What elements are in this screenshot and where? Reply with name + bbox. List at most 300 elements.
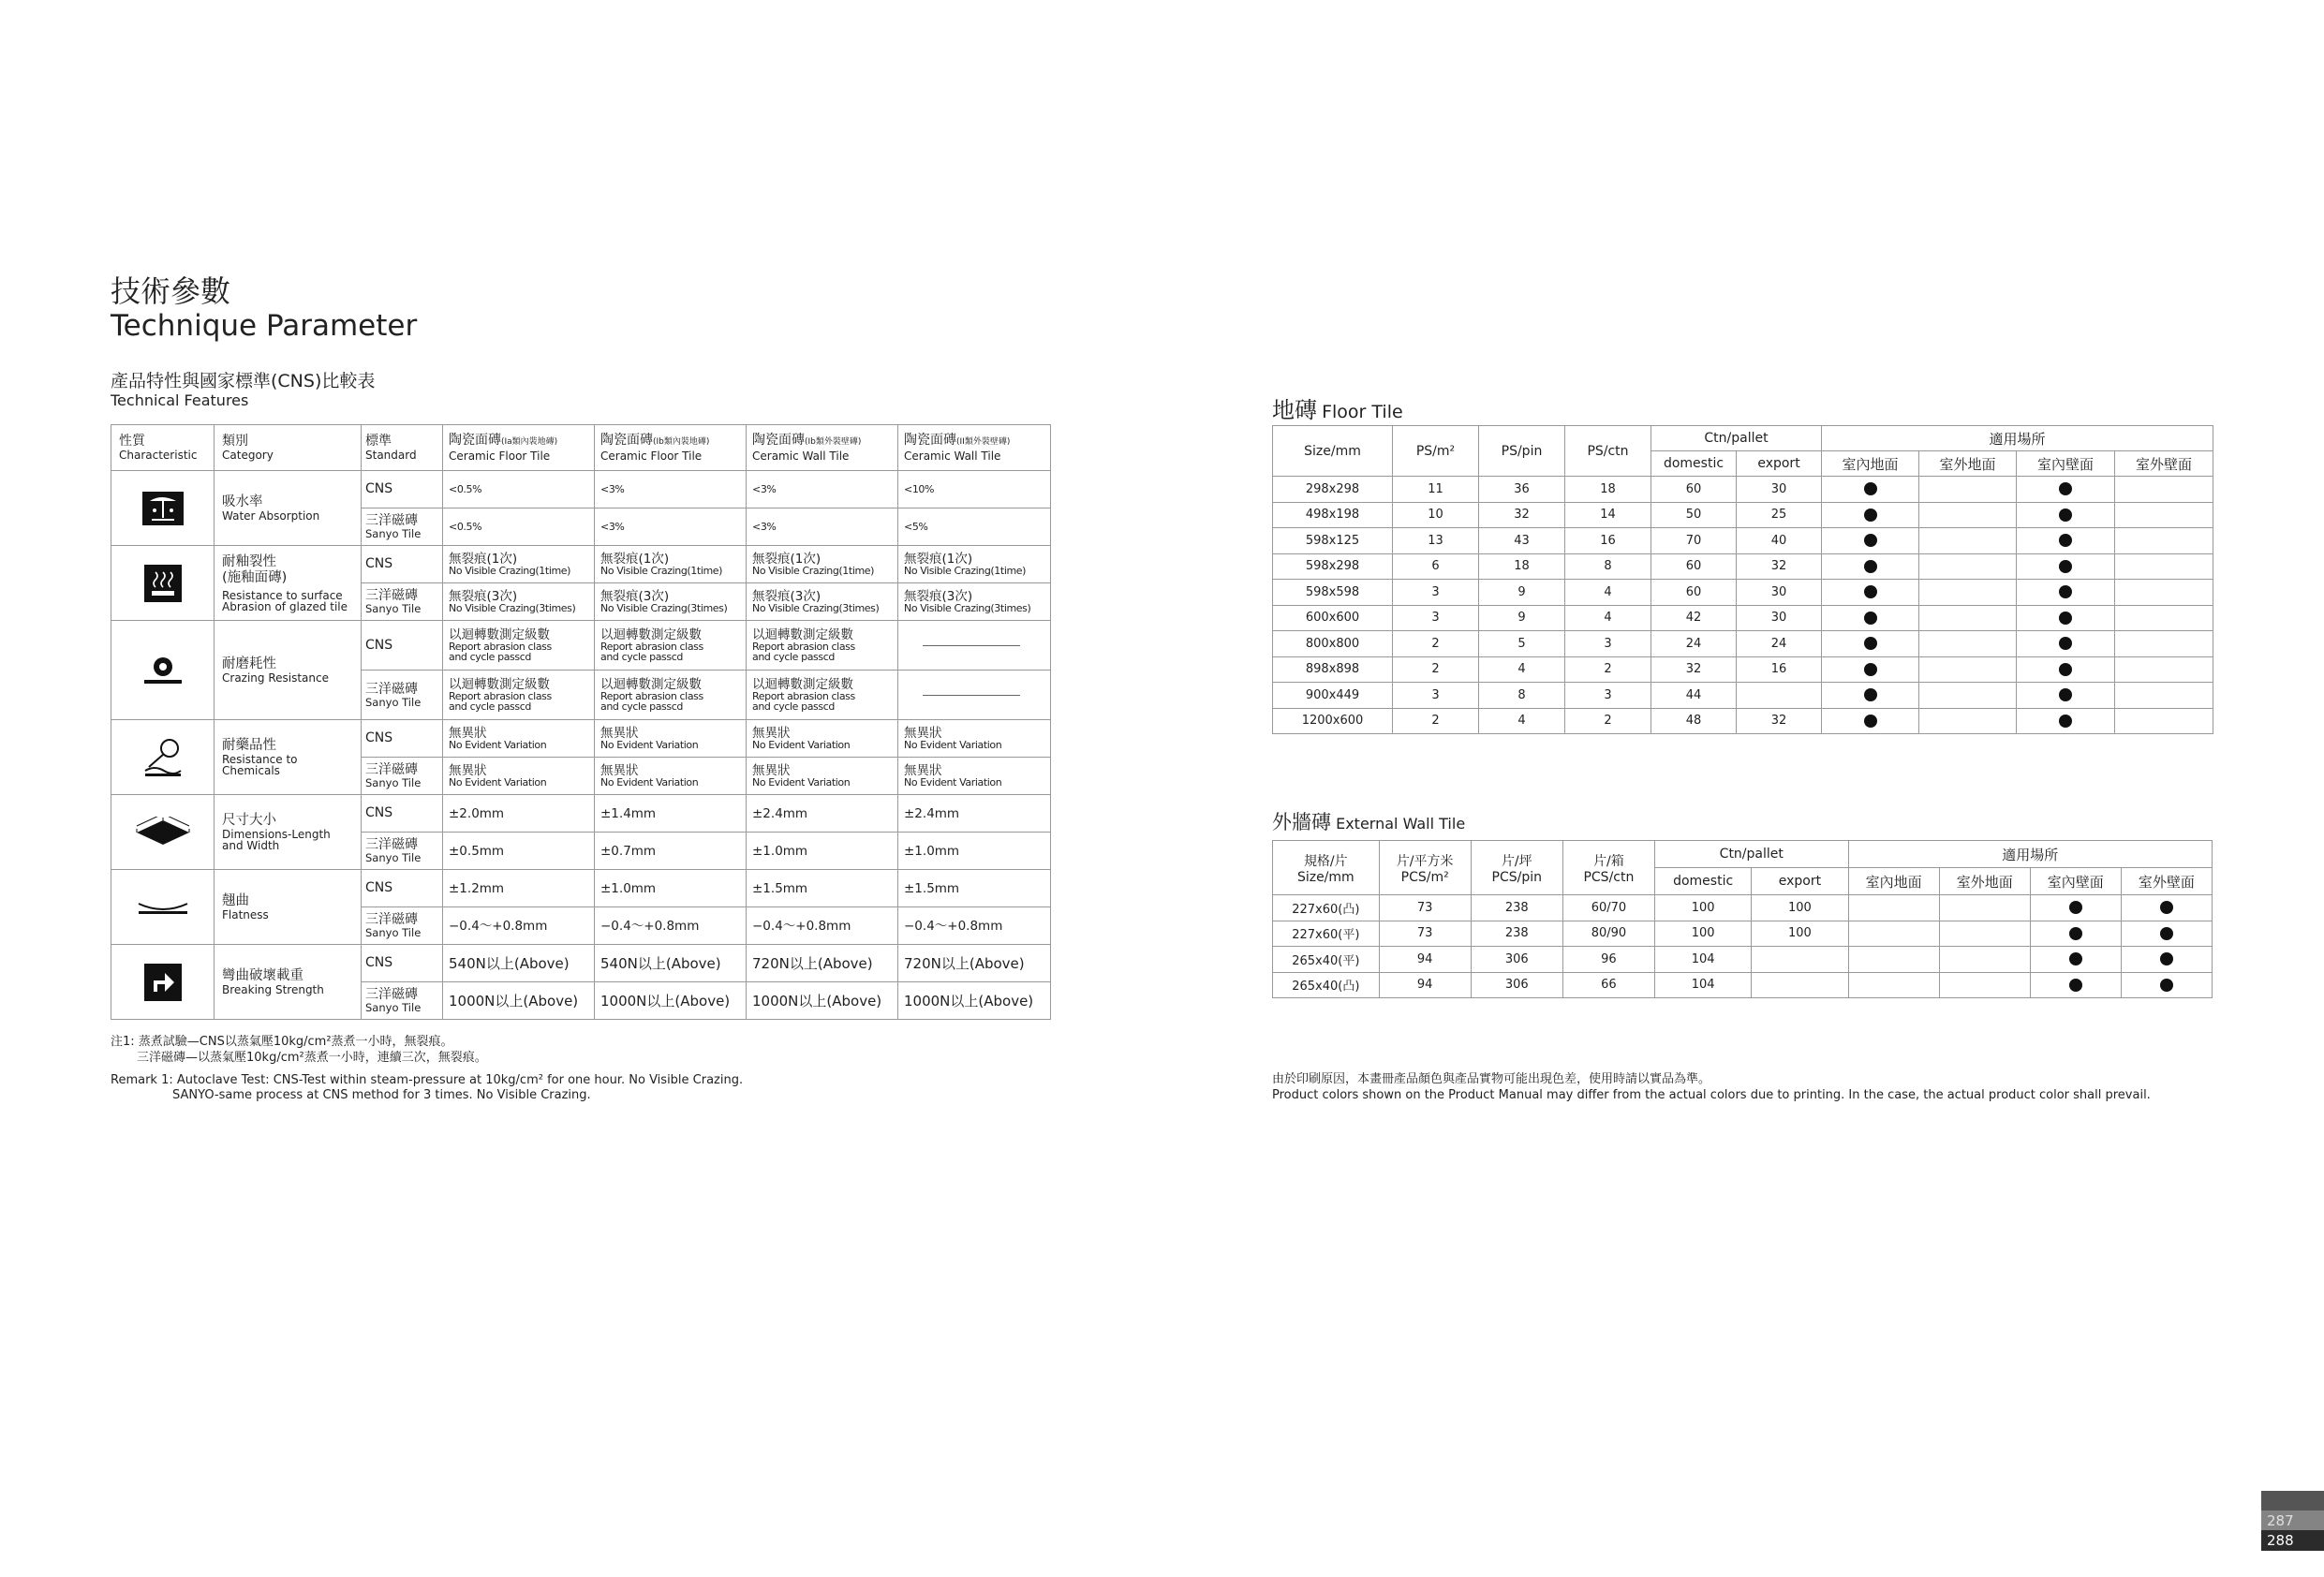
header-col3-sub: (Ib類外裝壁磚) (805, 437, 862, 447)
cell-ctn: 2 (1565, 656, 1651, 683)
usage-cell (1939, 921, 2030, 947)
cell-pin: 306 (1471, 947, 1562, 973)
suitable-dot-icon (2059, 663, 2072, 676)
value-cell: 以迴轉數測定級數 (449, 627, 550, 642)
flatness-icon (111, 870, 215, 945)
value-cell: 無異狀 (449, 726, 487, 741)
usage-cell (2121, 895, 2212, 921)
value-cell: No Visible Crazing(1time) (600, 565, 723, 577)
wall-header-domestic: domestic (1654, 868, 1751, 895)
floor-table-row (1273, 683, 2213, 709)
usage-cell (1919, 528, 2017, 554)
header-category-en: Category (222, 449, 274, 462)
features-title-en: Technical Features (111, 391, 249, 409)
usage-cell (2115, 477, 2213, 503)
standard-sanyo-cn: 三洋磁磚 (365, 912, 418, 927)
value-cell: ±1.2mm (449, 880, 505, 896)
value-cell: 1000N以上(Above) (904, 992, 1034, 1010)
usage-cell (1822, 528, 1919, 554)
cell-exp: 100 (1752, 921, 1848, 947)
floor-header-row-1 (1273, 426, 2213, 451)
cell-dom: 42 (1651, 605, 1737, 631)
usage-cell (1919, 580, 2017, 606)
flatness-en: Flatness (222, 908, 269, 921)
standard-sanyo-cn: 三洋磁磚 (365, 987, 418, 1002)
cell-dom: 100 (1654, 895, 1751, 921)
cell-m2: 6 (1393, 553, 1479, 580)
cell-exp: 25 (1737, 502, 1822, 528)
usage-cell (2115, 605, 2213, 631)
suitable-dot-icon (1864, 585, 1877, 598)
value-cell: 無裂痕(3次) (600, 589, 670, 604)
value-cell: No Visible Crazing(3times) (752, 602, 880, 614)
wall-header-outdoor-floor: 室外地面 (1939, 868, 2030, 895)
floor-tile-title (1272, 391, 1403, 424)
standard-sanyo-en: Sanyo Tile (365, 1001, 422, 1014)
standard-cns: CNS (365, 955, 393, 970)
usage-cell (1919, 708, 2017, 734)
usage-cell (1939, 895, 2030, 921)
floor-table-row (1273, 553, 2213, 580)
usage-cell (1822, 580, 1919, 606)
page-tab-top (2261, 1491, 2324, 1511)
wall-header-pin-cn: 片/坪 (1501, 853, 1532, 869)
usage-cell (2017, 656, 2115, 683)
value-cell: and cycle passcd (449, 700, 531, 713)
value-cell: 以迴轉數測定級數 (600, 677, 702, 692)
features-table (111, 424, 1051, 1020)
water-absorption-cns-row (111, 471, 1051, 508)
standard-sanyo-cn: 三洋磁磚 (365, 837, 418, 852)
cell-pin: 9 (1479, 580, 1565, 606)
tile-dimension-icon (111, 795, 215, 870)
value-cell: 無裂痕(1次) (752, 552, 822, 567)
value-cell: ±1.0mm (904, 843, 960, 859)
breaking-strength-icon (111, 945, 215, 1020)
wall-header-ctn-en: PCS/ctn (1583, 869, 1635, 885)
abrasion-cn: 耐磨耗性 (222, 656, 276, 671)
wall-header-outdoor-wall: 室外壁面 (2121, 868, 2212, 895)
value-cell: No Evident Variation (904, 739, 1002, 751)
cell-size: 498x198 (1273, 502, 1393, 528)
standard-cns: CNS (365, 556, 393, 571)
cell-dom: 32 (1651, 656, 1737, 683)
value-cell: 無裂痕(1次) (600, 552, 670, 567)
floor-table-row (1273, 656, 2213, 683)
wall-title-en: External Wall Tile (1336, 815, 1466, 833)
suitable-dot-icon (2059, 612, 2072, 625)
note-cn-2: 三洋磁磚—以蒸氣壓10kg/cm²蒸煮一小時，連續三次，無裂痕。 (137, 1051, 487, 1065)
wall-header-indoor-wall: 室內壁面 (2030, 868, 2121, 895)
header-col4-cn: 陶瓷面磚 (904, 433, 956, 448)
standard-sanyo-en: Sanyo Tile (365, 851, 422, 864)
value-cell: No Evident Variation (449, 776, 547, 788)
value-cell: <10% (904, 483, 935, 495)
suitable-dot-icon (2160, 979, 2173, 992)
value-cell: and cycle passcd (600, 651, 683, 663)
page-number-box-287 (2261, 1511, 2324, 1530)
cell-dom: 48 (1651, 708, 1737, 734)
header-characteristic-en: Characteristic (119, 449, 198, 462)
cell-pin: 36 (1479, 477, 1565, 503)
usage-cell (1848, 972, 1939, 998)
value-cell: 以迴轉數測定級數 (600, 627, 702, 642)
features-title-cn: 產品特性與國家標準(CNS)比較表 (111, 371, 376, 391)
cell-size: 265x40(凸) (1273, 972, 1380, 998)
header-col2-en: Ceramic Floor Tile (600, 450, 703, 463)
cell-m2: 94 (1379, 972, 1471, 998)
value-cell: No Visible Crazing(1time) (449, 565, 571, 577)
floor-header-indoor-wall: 室內壁面 (2017, 451, 2115, 477)
value-cell: <3% (600, 521, 625, 533)
cell-ctn: 96 (1562, 947, 1654, 973)
value-cell: ±2.4mm (752, 805, 808, 821)
wall-header-size (1273, 841, 1380, 895)
cell-ctn: 80/90 (1562, 921, 1654, 947)
usage-cell (2115, 502, 2213, 528)
standard-sanyo-en: Sanyo Tile (365, 926, 422, 939)
usage-cell (1822, 477, 1919, 503)
floor-header-ps-pin: PS/pin (1479, 426, 1565, 477)
wall-table-row (1273, 947, 2213, 973)
usage-cell (2115, 528, 2213, 554)
usage-cell (2017, 605, 2115, 631)
header-standard-cn: 標準 (365, 434, 392, 449)
standard-cns: CNS (365, 730, 393, 745)
wall-header-usage: 適用場所 (1848, 841, 2212, 868)
note-en-1: Remark 1: Autoclave Test: CNS-Test within steam-pressure at 10kg/cm² for one hour. No Visible Crazing. (111, 1073, 744, 1087)
value-cell: ±1.4mm (600, 805, 657, 821)
value-cell: 540N以上(Above) (600, 954, 721, 972)
cell-m2: 3 (1393, 683, 1479, 709)
cell-pin: 43 (1479, 528, 1565, 554)
water-absorption-en: Water Absorption (222, 509, 320, 523)
usage-cell (2121, 921, 2212, 947)
floor-header-ps-m2: PS/m² (1393, 426, 1479, 477)
cell-pin: 238 (1471, 921, 1562, 947)
cell-dom: 104 (1654, 947, 1751, 973)
cell-size: 900x449 (1273, 683, 1393, 709)
cell-exp: 100 (1752, 895, 1848, 921)
header-col4-en: Ceramic Wall Tile (904, 450, 1001, 463)
usage-cell (1848, 895, 1939, 921)
wall-header-export: export (1752, 868, 1848, 895)
floor-tile-table (1272, 425, 2213, 734)
breaking-strength-en: Breaking Strength (222, 983, 324, 996)
value-cell: No Evident Variation (449, 739, 547, 751)
value-cell: 無裂痕(1次) (449, 552, 518, 567)
wall-header-pin-en: PCS/pin (1491, 869, 1543, 885)
value-cell: No Visible Crazing(3times) (904, 602, 1031, 614)
cell-dom: 70 (1651, 528, 1737, 554)
usage-cell (2017, 631, 2115, 657)
wall-tile-title (1272, 807, 1465, 835)
cell-m2: 11 (1393, 477, 1479, 503)
usage-cell (1939, 947, 2030, 973)
cell-pin: 4 (1479, 708, 1565, 734)
header-col1-sub: (Ia類內裝地磚) (501, 437, 558, 447)
floor-header-outdoor-floor: 室外地面 (1919, 451, 2017, 477)
suitable-dot-icon (2059, 508, 2072, 522)
usage-cell (2017, 683, 2115, 709)
value-cell: and cycle passcd (752, 651, 835, 663)
floor-table-row (1273, 580, 2213, 606)
cell-exp: 32 (1737, 708, 1822, 734)
suitable-dot-icon (2069, 927, 2082, 940)
cell-pin: 18 (1479, 553, 1565, 580)
standard-sanyo-cn: 三洋磁磚 (365, 762, 418, 777)
glaze-crazing-icon (111, 546, 215, 621)
value-cell: −0.4～+0.8mm (600, 918, 700, 934)
header-col1-cn: 陶瓷面磚 (449, 433, 501, 448)
value-cell: 無異狀 (904, 726, 942, 741)
cell-pin: 4 (1479, 656, 1565, 683)
value-cell: 無裂痕(1次) (904, 552, 973, 567)
cell-ctn: 18 (1565, 477, 1651, 503)
cell-exp (1737, 683, 1822, 709)
wall-header-ctn-pallet: Ctn/pallet (1654, 841, 1848, 868)
cell-exp: 30 (1737, 580, 1822, 606)
page-number-288: 288 (2267, 1532, 2294, 1549)
suitable-dot-icon (2069, 979, 2082, 992)
value-cell: ±1.5mm (752, 880, 808, 896)
page-title-cn: 技術參數 (111, 273, 231, 309)
cell-exp: 40 (1737, 528, 1822, 554)
suitable-dot-icon (2069, 901, 2082, 914)
header-col1-en: Ceramic Floor Tile (449, 450, 551, 463)
cell-dom: 60 (1651, 580, 1737, 606)
cell-pin: 306 (1471, 972, 1562, 998)
suitable-dot-icon (1864, 688, 1877, 701)
header-col2-cn: 陶瓷面磚 (600, 433, 653, 448)
suitable-dot-icon (2059, 637, 2072, 650)
value-cell: 1000N以上(Above) (752, 992, 882, 1010)
cell-m2: 73 (1379, 895, 1471, 921)
standard-cns: CNS (365, 880, 393, 895)
floor-header-outdoor-wall: 室外壁面 (2115, 451, 2213, 477)
water-absorption-cn: 吸水率 (222, 494, 263, 509)
usage-cell (1919, 477, 2017, 503)
standard-sanyo-cn: 三洋磁磚 (365, 681, 418, 697)
cell-size: 227x60(凸) (1273, 895, 1380, 921)
page-title-en: Technique Parameter (111, 309, 418, 343)
value-cell: 無異狀 (752, 726, 791, 741)
header-col3-en: Ceramic Wall Tile (752, 450, 850, 463)
cell-m2: 13 (1393, 528, 1479, 554)
standard-cns: CNS (365, 637, 393, 653)
value-cell: and cycle passcd (600, 700, 683, 713)
note-en-2: SANYO-same process at CNS method for 3 times. No Visible Crazing. (172, 1088, 591, 1102)
cell-pin: 9 (1479, 605, 1565, 631)
floor-table-row (1273, 631, 2213, 657)
header-category-cn: 類別 (222, 434, 248, 449)
value-cell: ±0.7mm (600, 843, 657, 859)
page-number-box-288 (2261, 1530, 2324, 1551)
wall-header-size-cn: 規格/片 (1303, 853, 1348, 869)
floor-header-export: export (1737, 451, 1822, 477)
cell-ctn: 14 (1565, 502, 1651, 528)
cell-ctn: 3 (1565, 683, 1651, 709)
wall-header-pcs-ctn (1562, 841, 1654, 895)
cell-pin: 5 (1479, 631, 1565, 657)
cell-m2: 2 (1393, 631, 1479, 657)
glaze-crazing-en: Resistance to surface (222, 588, 343, 602)
header-characteristic-cn: 性質 (119, 434, 145, 449)
cell-exp (1752, 972, 1848, 998)
usage-cell (1822, 631, 1919, 657)
usage-cell (2121, 972, 2212, 998)
standard-sanyo-en: Sanyo Tile (365, 695, 422, 709)
glaze-crazing-cns-row (111, 546, 1051, 583)
suitable-dot-icon (2160, 952, 2173, 965)
floor-header-usage: 適用場所 (1822, 426, 2213, 451)
value-cell: −0.4～+0.8mm (752, 918, 851, 934)
suitable-dot-icon (2059, 715, 2072, 728)
abrasion-disc-icon (111, 621, 215, 720)
value-cell: and cycle passcd (752, 700, 835, 713)
standard-sanyo-cn: 三洋磁磚 (365, 513, 418, 528)
usage-cell (2115, 683, 2213, 709)
cell-size: 265x40(平) (1273, 947, 1380, 973)
cell-ctn: 66 (1562, 972, 1654, 998)
value-cell: No Visible Crazing(3times) (600, 602, 728, 614)
cell-dom: 104 (1654, 972, 1751, 998)
value-cell: No Evident Variation (600, 776, 699, 788)
suitable-dot-icon (2059, 482, 2072, 495)
cell-ctn: 16 (1565, 528, 1651, 554)
floor-title-cn: 地磚 (1272, 397, 1317, 423)
cell-m2: 3 (1393, 580, 1479, 606)
cell-m2: 2 (1393, 656, 1479, 683)
suitable-dot-icon (1864, 482, 1877, 495)
usage-cell (1848, 921, 1939, 947)
cell-dom: 100 (1654, 921, 1751, 947)
value-cell: 以迴轉數測定級數 (752, 627, 853, 642)
suitable-dot-icon (2069, 952, 2082, 965)
wall-header-size-en: Size/mm (1296, 869, 1354, 885)
suitable-dot-icon (2059, 560, 2072, 573)
value-cell: <3% (752, 521, 777, 533)
usage-cell (2030, 921, 2121, 947)
dimensions-en-sub: and Width (222, 839, 280, 852)
value-cell: <5% (904, 521, 928, 533)
flatness-cn: 翹曲 (222, 893, 249, 908)
usage-cell (1822, 656, 1919, 683)
wall-table-row (1273, 972, 2213, 998)
cell-ctn: 4 (1565, 580, 1651, 606)
cell-ctn: 2 (1565, 708, 1651, 734)
cell-ctn: 60/70 (1562, 895, 1654, 921)
header-col2-sub: (Ib類內裝地磚) (653, 437, 710, 447)
cell-m2: 10 (1393, 502, 1479, 528)
value-cell: ±1.0mm (600, 880, 657, 896)
not-applicable-dash (923, 645, 1020, 646)
value-cell: 無異狀 (904, 763, 942, 778)
cell-size: 598x598 (1273, 580, 1393, 606)
usage-cell (1919, 605, 2017, 631)
value-cell: Report abrasion class (752, 641, 855, 653)
value-cell: <0.5% (449, 483, 482, 495)
value-cell: 無異狀 (600, 726, 639, 741)
cell-size: 598x298 (1273, 553, 1393, 580)
value-cell: 720N以上(Above) (752, 954, 873, 972)
cell-dom: 44 (1651, 683, 1737, 709)
value-cell: 以迴轉數測定級數 (752, 677, 853, 692)
value-cell: Report abrasion class (449, 641, 552, 653)
value-cell: No Evident Variation (904, 776, 1002, 788)
value-cell: <0.5% (449, 521, 482, 533)
value-cell: <3% (600, 483, 625, 495)
usage-cell (2115, 631, 2213, 657)
usage-cell (1822, 683, 1919, 709)
wall-title-cn: 外牆磚 (1272, 811, 1331, 833)
usage-cell (1822, 605, 1919, 631)
cell-m2: 2 (1393, 708, 1479, 734)
usage-cell (1822, 553, 1919, 580)
floor-header-size: Size/mm (1273, 426, 1393, 477)
value-cell: <3% (752, 483, 777, 495)
cell-size: 898x898 (1273, 656, 1393, 683)
wall-header-indoor-floor: 室內地面 (1848, 868, 1939, 895)
header-col3-cn: 陶瓷面磚 (752, 433, 805, 448)
value-cell: −0.4～+0.8mm (449, 918, 548, 934)
usage-cell (1848, 947, 1939, 973)
usage-cell (1919, 683, 2017, 709)
water-absorption-icon (111, 471, 215, 546)
wall-header-pcs-pin (1471, 841, 1562, 895)
suitable-dot-icon (1864, 612, 1877, 625)
cell-m2: 3 (1393, 605, 1479, 631)
suitable-dot-icon (1864, 663, 1877, 676)
page-number-287: 287 (2267, 1512, 2294, 1529)
value-cell: No Evident Variation (752, 739, 851, 751)
chemicals-cns-row (111, 720, 1051, 758)
wall-table-row (1273, 895, 2213, 921)
disclaimer-cn: 由於印刷原因，本畫冊產品顏色與產品實物可能出現色差，使用時請以實品為準。 (1272, 1072, 1711, 1086)
cell-pin: 238 (1471, 895, 1562, 921)
wall-table-row (1273, 921, 2213, 947)
value-cell: 無裂痕(3次) (752, 589, 822, 604)
header-standard-en: Standard (365, 449, 417, 462)
value-cell: ±2.0mm (449, 805, 505, 821)
usage-cell (2017, 502, 2115, 528)
floor-table-row (1273, 605, 2213, 631)
usage-cell (1919, 656, 2017, 683)
standard-sanyo-en: Sanyo Tile (365, 602, 422, 615)
chemicals-en: Resistance to (222, 753, 298, 766)
usage-cell (1939, 972, 2030, 998)
floor-header-indoor-floor: 室內地面 (1822, 451, 1919, 477)
dimensions-cns-row (111, 795, 1051, 833)
value-cell: 無異狀 (449, 763, 487, 778)
value-cell: Report abrasion class (752, 690, 855, 702)
usage-cell (2017, 477, 2115, 503)
cell-dom: 60 (1651, 553, 1737, 580)
value-cell: 以迴轉數測定級數 (449, 677, 550, 692)
usage-cell (2030, 895, 2121, 921)
cell-size: 600x600 (1273, 605, 1393, 631)
suitable-dot-icon (2059, 688, 2072, 701)
floor-table-row (1273, 528, 2213, 554)
suitable-dot-icon (2160, 901, 2173, 914)
abrasion-cns-row (111, 621, 1051, 671)
usage-cell (2115, 580, 2213, 606)
wall-header-m2-en: PCS/m² (1400, 869, 1449, 885)
chemicals-en-sub: Chemicals (222, 764, 280, 777)
value-cell: 無異狀 (752, 763, 791, 778)
floor-title-en: Floor Tile (1322, 402, 1403, 422)
wall-header-pcs-m2 (1379, 841, 1471, 895)
